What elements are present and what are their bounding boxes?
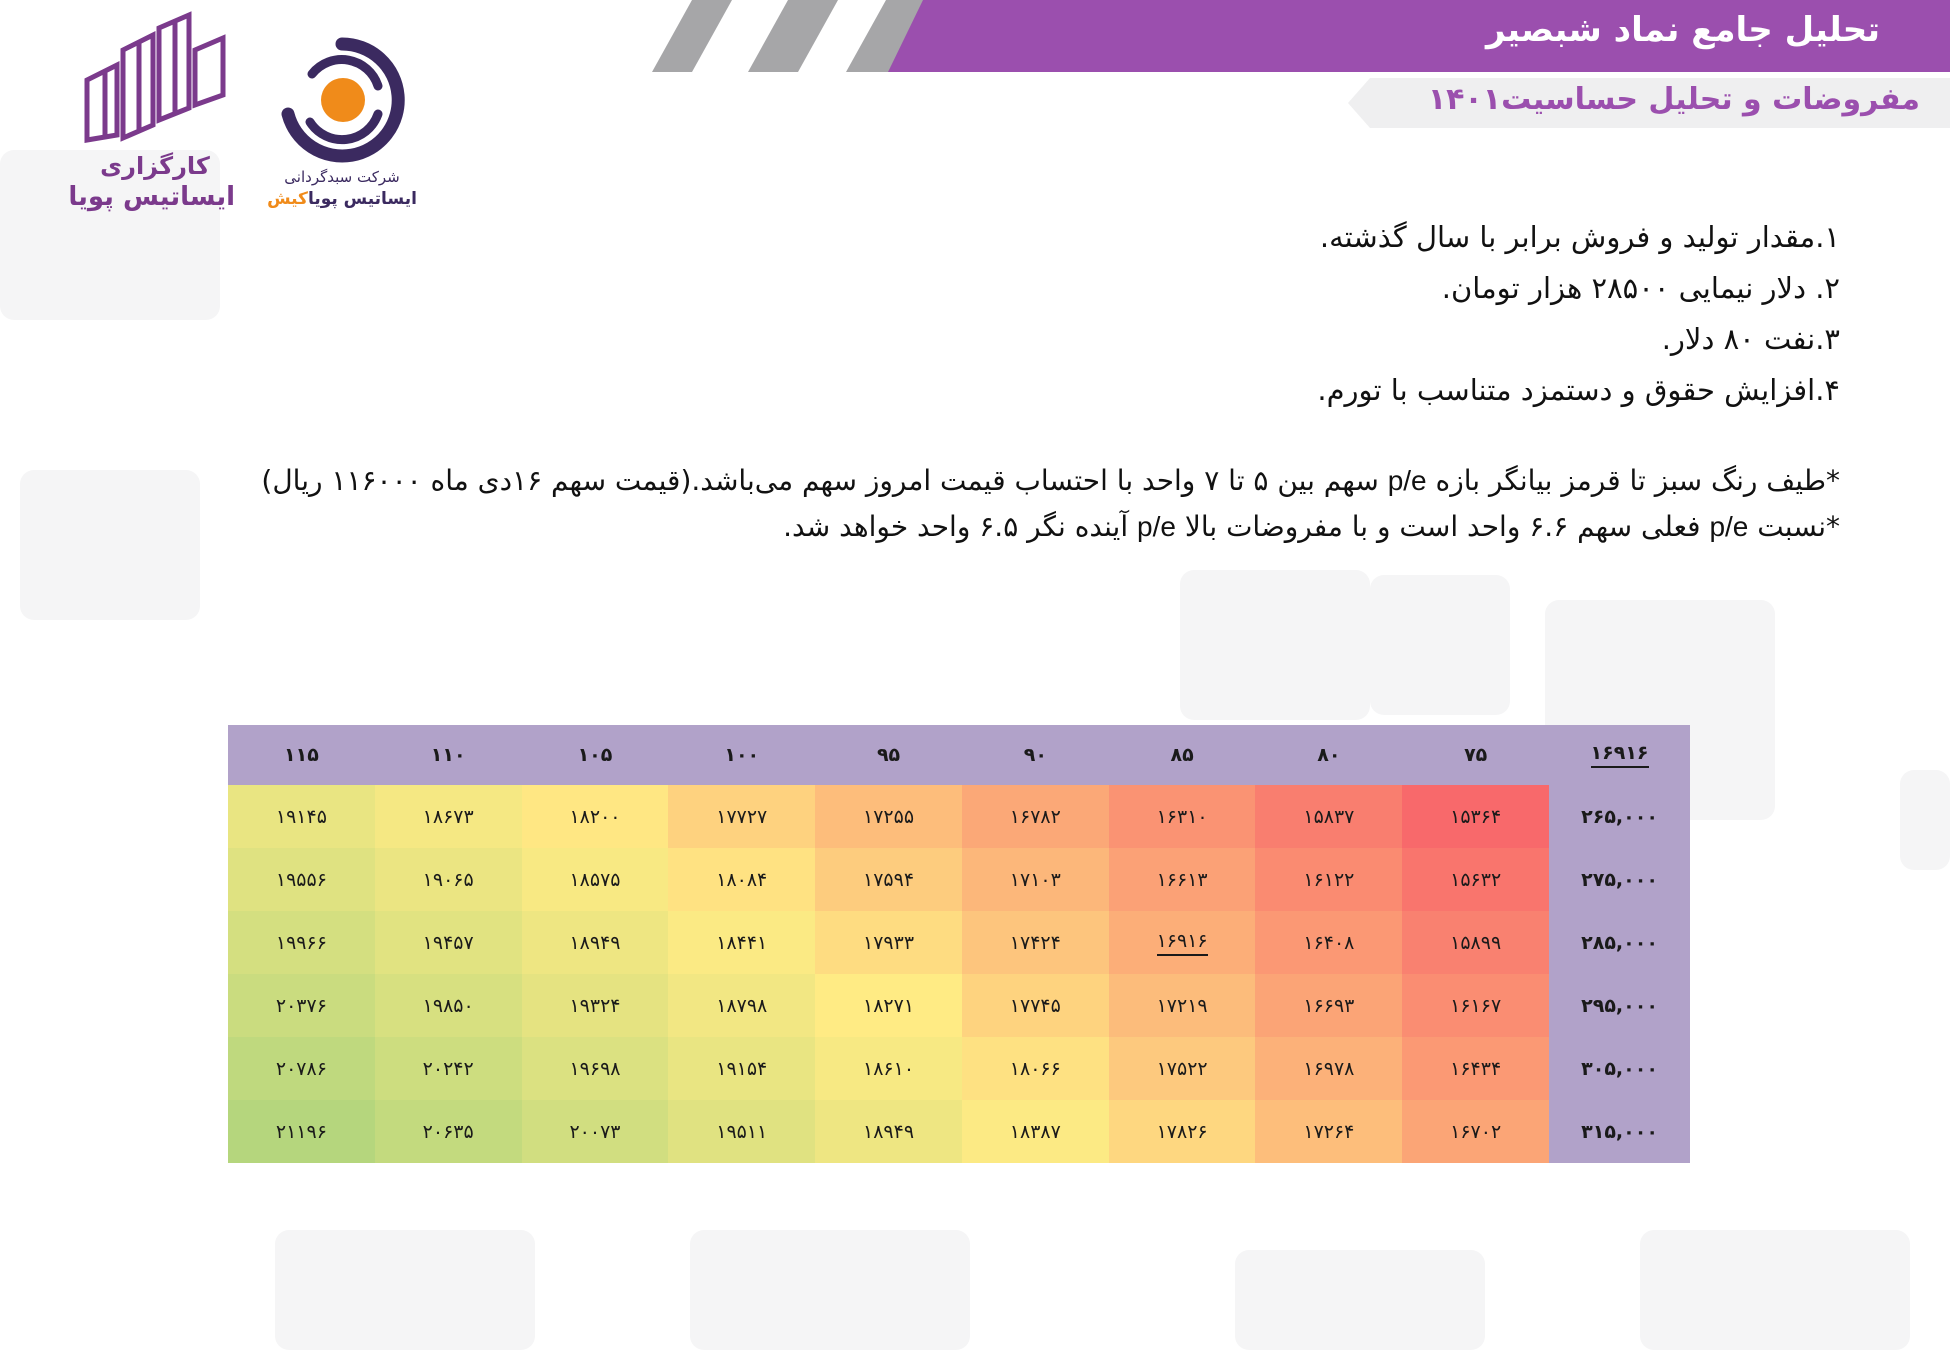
header-stripe [748,0,838,72]
assumption-item: ۴.افزایش حقوق و دستمزد متناسب با تورم. [1317,373,1840,407]
table-row-header: ۳۱۵,۰۰۰ [1549,1100,1690,1163]
table-row [228,848,1690,911]
table-cell-value: ۱۷۲۱۹ [1156,994,1208,1017]
table-cell [1255,848,1402,911]
background-shape [275,1230,535,1350]
table-cell-value: ۱۹۱۴۵ [275,805,327,828]
table-cell [228,785,375,848]
note-text: سهم بین ۵ تا ۷ واحد با احتساب قیمت امروز سهم می‌باشد.(قیمت سهم ۱۶دی ماه ۱۱۶۰۰۰ ریال) [261,464,1388,497]
table-cell-value: ۱۸۹۴۹ [863,1120,915,1143]
note-pe: p/e [1387,465,1427,496]
note-text: *نسبت [1748,510,1840,543]
table-cell-value: ۱۶۳۱۰ [1156,805,1208,828]
table-cell [375,1100,522,1163]
note-text: *طیف رنگ سبز تا قرمز بیانگر بازه [1426,464,1840,497]
assumptions-list [1317,212,1840,416]
table-cell-value: ۱۶۶۹۳ [1303,994,1355,1017]
table-cell-value: ۱۹۴۵۷ [422,931,474,954]
table-cell [1109,974,1256,1037]
table-row-header: ۲۶۵,۰۰۰ [1549,785,1690,848]
table-cell [522,974,669,1037]
table-row [228,1037,1690,1100]
table-cell [1402,785,1549,848]
table-cell [228,974,375,1037]
note-pe: p/e [1709,511,1749,542]
note-pe: p/e [1137,511,1176,542]
table-header-cell: ۱۱۵ [284,744,319,766]
background-shape [1370,575,1510,715]
table-cell-value: ۱۷۷۴۵ [1009,994,1061,1017]
assumption-item: ۲. دلار نیمایی ۲۸۵۰۰ هزار تومان. [1441,271,1840,305]
table-cell [815,1037,962,1100]
company-logo-name: ایساتیس پویا [307,189,417,209]
table-cell-value: ۲۰۲۴۲ [422,1057,474,1080]
table-cell [815,1100,962,1163]
table-cell [668,848,815,911]
table-cell-value: ۲۱۱۹۶ [275,1120,327,1143]
table-cell [815,785,962,848]
table-row-header: ۳۰۵,۰۰۰ [1549,1037,1690,1100]
table-cell-value: ۱۹۵۱۱ [716,1120,768,1143]
table-header-cell: ۹۵ [876,744,901,766]
table-cell-value: ۱۷۲۶۴ [1303,1120,1355,1143]
table-cell [375,974,522,1037]
table-cell [1402,1100,1549,1163]
table-cell-value: ۱۸۲۷۱ [863,994,915,1017]
company-logo [262,34,422,214]
background-shape [1900,770,1950,870]
table-cell [1402,1037,1549,1100]
note-line [261,458,1840,504]
table-cell-value: ۱۸۷۹۸ [716,994,768,1017]
broker-logo [68,10,235,220]
table-row [228,974,1690,1037]
table-cell-value: ۲۰۰۷۳ [569,1120,621,1143]
table-cell-value: ۱۵۶۳۲ [1450,868,1502,891]
table-cell-value: ۱۷۷۲۷ [716,805,768,828]
table-header-cell: ۹۰ [1023,744,1047,766]
table-cell-value: ۱۵۸۳۷ [1303,805,1355,828]
table-row-header: ۲۷۵,۰۰۰ [1549,848,1690,911]
table-cell [668,974,815,1037]
table-cell-value: ۱۵۳۶۴ [1450,805,1502,828]
background-shape [20,470,200,620]
table-cell-value: ۱۹۸۵۰ [422,994,474,1017]
table-cell-value: ۱۹۶۹۸ [569,1057,621,1080]
table-cell-value: ۱۸۲۰۰ [569,805,621,828]
table-cell [962,911,1109,974]
table-cell [668,911,815,974]
table-header-row [228,725,1690,785]
table-cell [668,785,815,848]
table-cell-value: ۱۷۵۹۴ [863,868,915,891]
table-cell-value: ۱۶۱۶۷ [1450,994,1502,1017]
table-cell-value: ۱۶۷۰۲ [1450,1120,1502,1143]
table-cell [1402,911,1549,974]
table-cell [375,785,522,848]
table-cell [1109,1037,1256,1100]
header-stripe [652,0,732,72]
table-cell-value: ۱۸۶۱۰ [863,1057,915,1080]
table-cell [1402,974,1549,1037]
table-corner-value: ۱۶۹۱۶ [1591,742,1649,768]
background-shape [1640,1230,1910,1350]
table-cell-value: ۱۸۶۷۳ [422,805,474,828]
table-cell [962,848,1109,911]
table-cell-value: ۱۹۹۶۶ [275,931,327,954]
company-logo-line1: شرکت سبدگردانی [284,168,400,186]
table-cell-value: ۱۶۹۷۸ [1303,1057,1355,1080]
table-cell-value: ۱۹۰۶۵ [422,868,474,891]
table-cell-value: ۱۷۹۳۳ [863,931,915,954]
table-cell-value: ۱۶۷۸۲ [1009,805,1061,828]
note-text: فعلی سهم ۶.۶ واحد است و با مفروضات بالا [1175,510,1710,543]
table-cell [815,974,962,1037]
table-header-cell: ۱۱۰ [430,744,466,766]
table-cell-value: ۲۰۳۷۶ [275,994,327,1017]
company-logo-icon [262,34,422,164]
table-cell [962,785,1109,848]
table-row-header: ۲۸۵,۰۰۰ [1549,911,1690,974]
table-cell-value: ۱۷۱۰۳ [1009,868,1061,891]
table-cell-value: ۱۶۹۱۶ [1157,930,1208,956]
table-cell-value: ۱۶۱۲۲ [1303,868,1355,891]
table-row [228,785,1690,848]
table-header-cell: ۸۰ [1317,744,1341,766]
table-cell-value: ۱۹۵۵۶ [275,868,327,891]
notes [261,458,1840,550]
table-cell-value: ۲۰۶۳۵ [422,1120,474,1143]
table-header-cell: ۸۵ [1170,744,1194,766]
table-cell [815,911,962,974]
company-logo-line2 [262,189,422,209]
table-cell [1109,911,1256,974]
table-cell [1402,848,1549,911]
broker-logo-line2: ایساتیس پویا [68,182,235,212]
table-cell-value: ۱۹۱۵۴ [716,1057,768,1080]
table-cell [1109,848,1256,911]
table-cell-value: ۱۸۳۸۷ [1009,1120,1061,1143]
table-cell-value: ۱۷۸۲۶ [1156,1120,1208,1143]
table-cell-value: ۱۸۴۴۱ [716,931,768,954]
table-cell-value: ۱۷۵۲۲ [1156,1057,1208,1080]
assumption-item: ۱.مقدار تولید و فروش برابر با سال گذشته. [1319,220,1840,254]
page-title: تحلیل جامع نماد شبصیر [1485,10,1880,50]
table-cell-value: ۱۹۳۲۴ [569,994,621,1017]
table-cell [228,911,375,974]
table-cell [668,1100,815,1163]
background-shape [690,1230,970,1350]
table-cell [962,1037,1109,1100]
table-cell [815,848,962,911]
note-text: آینده نگر ۶.۵ واحد خواهد شد. [783,510,1138,543]
table-cell-value: ۱۶۶۱۳ [1156,868,1208,891]
table-cell [228,1037,375,1100]
table-cell-value: ۲۰۷۸۶ [275,1057,327,1080]
broker-logo-icon [75,10,235,150]
table-cell [522,1100,669,1163]
table-cell [522,785,669,848]
table-row [228,1100,1690,1163]
table-row [228,911,1690,974]
background-shape [1180,570,1370,720]
table-cell [1255,1100,1402,1163]
table-cell [228,848,375,911]
company-logo-accent: کیش [267,189,308,209]
table-cell [522,911,669,974]
table-cell-value: ۱۷۲۵۵ [863,805,915,828]
table-cell [228,1100,375,1163]
table-cell-value: ۱۶۴۳۴ [1450,1057,1502,1080]
table-cell [375,911,522,974]
broker-logo-line1: کارگزاری [100,152,210,180]
table-cell-value: ۱۶۴۰۸ [1303,931,1355,954]
table-cell [1255,974,1402,1037]
table-cell-value: ۱۵۸۹۹ [1450,931,1502,954]
table-cell [962,974,1109,1037]
table-cell [1109,785,1256,848]
table-cell [1255,785,1402,848]
assumption-item: ۳.نفت ۸۰ دلار. [1661,322,1840,356]
table-cell-value: ۱۷۴۲۴ [1009,931,1061,954]
table-cell [375,1037,522,1100]
table-cell [1255,911,1402,974]
table-cell-value: ۱۸۰۶۶ [1009,1057,1061,1080]
table-cell [1109,1100,1256,1163]
table-header-cell: ۷۵ [1464,744,1488,766]
page-subtitle: مفروضات و تحلیل حساسیت۱۴۰۱ [1427,82,1920,117]
table-header-cell: ۱۰۵ [577,744,613,766]
table-cell [1255,1037,1402,1100]
table-header-cell: ۱۰۰ [724,744,760,766]
table-cell [522,1037,669,1100]
sensitivity-table [228,725,1690,1169]
table-cell [668,1037,815,1100]
table-corner-cell [1549,725,1690,785]
table-row-header: ۲۹۵,۰۰۰ [1549,974,1690,1037]
table-cell [522,848,669,911]
table-cell-value: ۱۸۹۴۹ [569,931,621,954]
table-cell [375,848,522,911]
note-line [261,504,1840,550]
background-shape [1235,1250,1485,1350]
table-cell-value: ۱۸۵۷۵ [569,868,621,891]
table-cell-value: ۱۸۰۸۴ [716,868,768,891]
table-cell [962,1100,1109,1163]
